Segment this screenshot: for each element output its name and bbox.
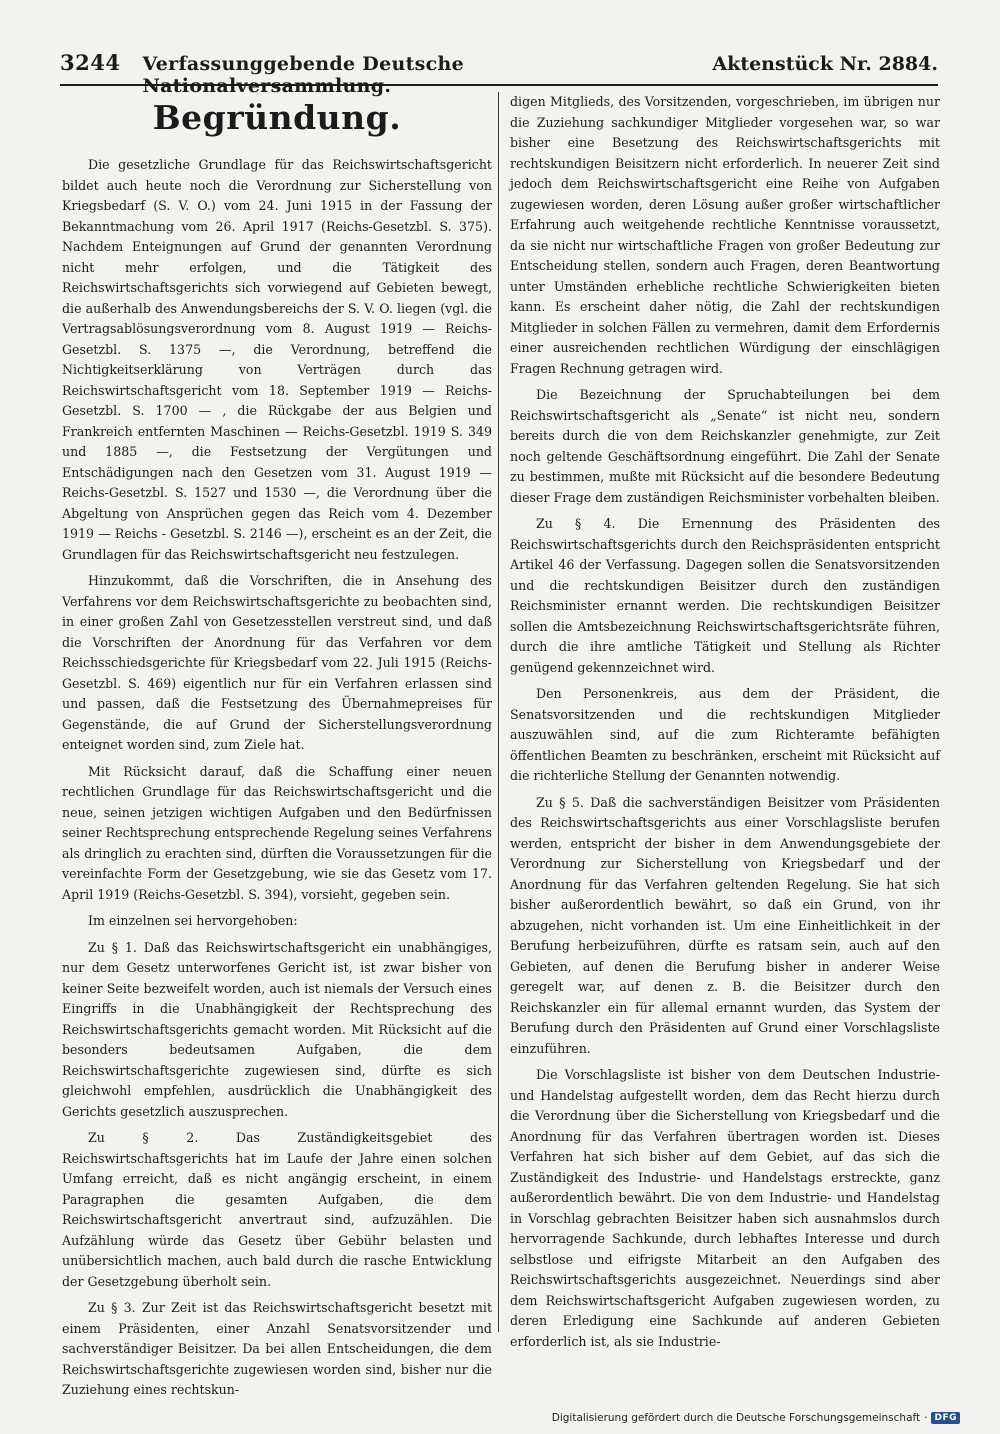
paragraph: Im einzelnen sei hervorgehoben: — [88, 913, 298, 928]
paragraph: Zu § 2. Das Zuständigkeitsgebiet des Reichswirtschaftsgerichts hat im Laufe der Jahre einen solchen Umfang erreicht, daß es nicht angängig erscheint, in einem Paragraphen die gesamten Aufgaben, die dem Reichswirtschaftsgericht anvertraut sind, aufzuzählen. Die Aufzählung würde das Gesetz über Gebühr belasten und unübersichtlich machen, auch bald durch die rasche Entwicklung der Gesetzgebung überholt sein. — [62, 1130, 492, 1289]
publication-title: Verfassunggebende Deutsche Nationalversammlung. — [142, 53, 465, 97]
right-column — [510, 92, 940, 1349]
left-column — [62, 92, 492, 1397]
credit-text: Digitalisierung gefördert durch die Deutsche Forschungsgemeinschaft — [551, 1412, 921, 1424]
paragraph: Hinzukommt, daß die Vorschriften, die in Ansehung des Verfahrens vor dem Reichswirtschaftsgerichte zu beobachten sind, in einer großen Zahl von Gesetzesstellen verstreut sind, und daß die Vorschriften der Anordnung für das Verfahren vor dem Reichsschiedsgerichte für Kriegsbedarf vom 22. Juli 1915 (Reichs-Gesetzbl. S. 469) eigentlich nur für ein Verfahren erlassen sind und passen, daß die Festsetzung des Übernahmepreises für Gegenstände, die auf Grund der Sicherstellungsverordnung enteignet worden sind, zum Ziele hat. — [62, 573, 492, 752]
digitization-credit — [552, 1412, 960, 1424]
paragraph: Die Vorschlagsliste ist bisher von dem Deutschen Industrie- und Handelstag aufgestellt worden, dem das Recht hierzu durch die Verordnung über die Sicherstellung von Kriegsbedarf und die Anordnung für das Verfahren übertragen worden ist. Dieses Verfahren hat sich bisher auf dem Gebiet, auf das sich die Zuständigkeit des Industrie- und Handelstags erstreckte, ganz außerordentlich bewährt. Die von dem Industrie- und Handelstag in Vorschlag gebrachten Beisitzer haben sich ausnahmslos durch hervorragende Sachkunde, durch lebhaftes Interesse und durch selbstlose und eifrigste Mitarbeit an den Aufgaben des Reichswirtschaftsgerichts ausgezeichnet. Neuerdings sind aber dem Reichswirtschaftsgericht Aufgaben zugewiesen worden, zu deren Erledigung eine Sachkunde auf anderen Gebieten erforderlich ist, als sie Industrie- — [510, 1067, 940, 1349]
paragraph: Die Bezeichnung der Spruchabteilungen bei dem Reichswirtschaftsgericht als „Senate“ ist nicht neu, sondern bereits durch die von dem Reichskanzler genehmigte, zur Zeit noch geltende Geschäftsordnung eingeführt. Die Zahl der Senate zu bestimmen, mußte mit Rücksicht auf die besondere Bedeutung dieser Frage dem zuständigen Reichsminister vorbehalten bleiben. — [510, 387, 940, 505]
paragraph: digen Mitglieds, des Vorsitzenden, vorgeschrieben, im übrigen nur die Zuziehung sachkundiger Mitglieder vorgesehen war, so war bisher eine Besetzung des Reichswirtschaftsgerichts mit rechtskundigen Beisitzern nicht erforderlich. In neuerer Zeit sind jedoch dem Reichswirtschaftsgericht eine Reihe von Aufgaben zugewiesen worden, deren Lösung außer großer wirtschaftlicher Erfahrung auch weitgehende rechtliche Kenntnisse voraussetzt, da sie nicht nur wirtschaftliche Fragen von großer Bedeutung zur Entscheidung stellen, sondern auch Fragen, deren Beantwortung unter Umständen erhebliche rechtliche Schwierigkeiten bieten kann. Es erscheint daher nötig, die Zahl der rechtskundigen Mitglieder in solchen Fällen zu vermehren, damit dem Erfordernis einer ausreichenden rechtlichen Würdigung der einschlägigen Fragen Rechnung getragen wird. — [510, 94, 940, 376]
paragraph: Zu § 4. Die Ernennung des Präsidenten des Reichswirtschaftsgerichts durch den Reichspräsidenten entspricht Artikel 46 der Verfassung. Dagegen sollen die Senatsvorsitzenden und die rechtskundigen Beisitzer durch den zuständigen Reichsminister ernannt werden. Die rechtskundigen Beisitzer sollen die Amtsbezeichnung Reichswirtschaftsgerichtsräte führen, durch die ihre amtliche Tätigkeit und Stellung als Richter genügend gekennzeichnet wird. — [510, 516, 940, 675]
section-heading: Begründung. — [152, 98, 402, 137]
page-number: 3244 — [60, 50, 121, 75]
paragraph: Zu § 1. Daß das Reichswirtschaftsgericht ein unabhängiges, nur dem Gesetz unterworfenes Gericht ist, ist zwar bisher von keiner Seite bezweifelt worden, auch ist niemals der Versuch eines Eingriffs in die Unabhängigkeit der Rechtsprechung des Reichswirtschaftsgerichts gemacht worden. Mit Rücksicht auf die besonders bedeutsamen Aufgaben, die dem Reichswirtschaftsgerichte zugewiesen sind, dürfte es sich gleichwohl empfehlen, ausdrücklich die Unabhängigkeit des Gerichts gesetzlich auszusprechen. — [62, 939, 492, 1119]
running-head — [60, 50, 938, 97]
separator-dot: · — [924, 1412, 928, 1424]
document-reference: Aktenstück Nr. 2884. — [712, 53, 938, 75]
paragraph: Die gesetzliche Grundlage für das Reichswirtschaftsgericht bildet auch heute noch die Verordnung zur Sicherstellung von Kriegsbedarf (S. V. O.) vom 24. Juni 1915 in der Fassung der Bekanntmachung vom 26. April 1917 (Reichs-Gesetzbl. S. 375). Nachdem Enteignungen auf Grund der genannten Verordnung nicht mehr erfolgen, und die Tätigkeit des Reichswirtschaftsgerichts sich vorwiegend auf Gebieten bewegt, die außerhalb des Anwendungsbereichs der S. V. O. liegen (vgl. die Vertragsablösungsverordnung vom 8. August 1919 — Reichs-Gesetzbl. S. 1375 —, die Verordnung, betreffend die Nichtigkeitserklärung von Verträgen durch das Reichswirtschaftsgericht vom 18. September 1919 — Reichs-Gesetzbl. S. 1700 — , die Rückgabe der aus Belgien und Frankreich entfernten Maschinen — Reichs-Gesetzbl. 1919 S. 349 und 1885 —, die Festsetzung der Vergütungen und Entschädigungen nach den Gesetzen vom 31. August 1919 — Reichs-Gesetzbl. S. 1527 und 1530 —, die Verordnung über die Abgeltung von Ansprüchen gegen das Reich vom 4. Dezember 1919 — Reichs - Gesetzbl. S. 2146 —), erscheint es an der Zeit, die Grundlagen für das Reichswirtschaftsgericht neu festzulegen. — [62, 157, 492, 562]
paragraph: Zu § 5. Daß die sachverständigen Beisitzer vom Präsidenten des Reichswirtschaftsgerichts aus einer Vorschlagsliste berufen werden, entspricht der bisher in dem Anwendungsgebiete der Verordnung zur Sicherstellung von Kriegsbedarf und der Anordnung für das Verfahren geltenden Regelung. Sie hat sich bisher außerordentlich bewährt, so daß ein Grund, von ihr abzugehen, nicht vorhanden ist. Um eine Einheitlichkeit in der Berufung herbeizuführen, dürfte es ratsam sein, auch auf den Gebieten, auf denen die Berufung bisher in anderer Weise geregelt war, auf denen z. B. die Beisitzer durch den Reichskanzler ein für allemal ernannt wurden, das System der Berufung durch den Präsidenten auf Grund einer Vorschlagsliste einzuführen. — [510, 794, 940, 1056]
paragraph: Den Personenkreis, aus dem der Präsident, die Senatsvorsitzenden und die rechtskundigen Mitglieder auszuwählen sind, auf die zum Richteramte befähigten öffentlichen Beamten zu beschränken, erscheint mit Rücksicht auf die richterliche Stellung der Genannten notwendig. — [510, 686, 940, 783]
paragraph: Zu § 3. Zur Zeit ist das Reichswirtschaftsgericht besetzt mit einem Präsidenten, einer Anzahl Senatsvorsitzender und sachverständiger Beisitzer. Da bei allen Entscheidungen, die dem Reichswirtschaftsgerichte zugewiesen worden sind, bisher nur die Zuziehung eines rechtskun- — [62, 1300, 492, 1397]
paragraph: Mit Rücksicht darauf, daß die Schaffung einer neuen rechtlichen Grundlage für das Reichswirtschaftsgericht und die neue, seinen jetzigen wichtigen Aufgaben und den Bedürfnissen seiner Rechtsprechung entsprechende Regelung seines Verfahrens als dringlich zu erachten sind, dürften die Voraussetzungen für die vereinfachte Form der Gesetzgebung, wie sie das Gesetz vom 17. April 1919 (Reichs-Gesetzbl. S. 394), vorsieht, gegeben sein. — [62, 763, 492, 902]
dfg-logo-icon: DFG — [931, 1412, 960, 1424]
column-divider — [498, 92, 499, 1332]
